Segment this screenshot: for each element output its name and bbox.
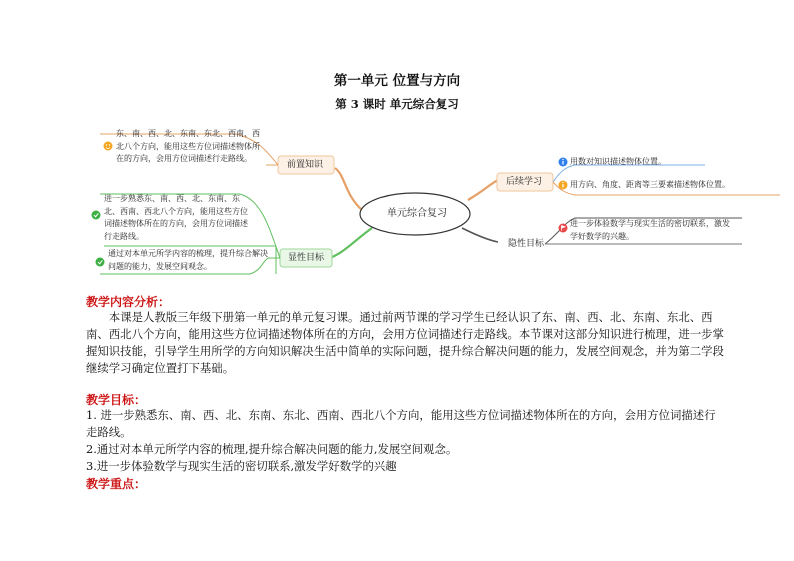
explicit-item-1: 进一步熟悉东、南、西、北、东南、东北、西南、西北八个方向，能用这些方位词描述物体所在的方向，会用方位词描述行走路线。 [104, 194, 248, 241]
label-implicit: 隐性目标 [508, 239, 545, 249]
smiley-icon [104, 142, 113, 151]
analysis-body [86, 309, 726, 377]
follow-item-1: 用数对知识描述物体位置。 [570, 157, 666, 166]
document-title: 第一单元 位置与方向 [333, 73, 461, 89]
connector-explicit [330, 228, 372, 258]
connector-follow [468, 180, 498, 200]
prior-text: 东、南、西、北、东南、东北、西南、西北八个方向，能用这些方位词描述物体所在的方向，会用方位词描述行走路线。 [116, 129, 260, 163]
flag-icon [559, 224, 568, 233]
goal-item-3: 3.进一步体验数学与现实生活的密切联系,激发学好数学的兴趣 [86, 459, 397, 473]
label-follow: 后续学习 [506, 177, 543, 187]
label-explicit: 显性目标 [288, 253, 325, 263]
goals-heading: 教学目标： [86, 393, 147, 407]
explicit-item-2: 通过对本单元所学内容的梳理，提升综合解决问题的能力，发展空间观念。 [108, 249, 268, 271]
analysis-paragraph: 本课是人教版三年级下册第一单元的单元复习课。通过前两节课的学习学生已经认识了东、南、西、北、东南、东北、西南、西北八个方向，能用这些方位词描述物体所在的方向，会用方位词描述行走路线。本节课对这部分知识进行梳理，进一步掌握知识技能，引导学生用所学的方向知识解决生活中简单的实际问题，提升综合解决问题的能力，发展空间观念，并为第二学段继续学习确定位置打下基础。 [86, 310, 724, 375]
goal-item-2: 2.通过对本单元所学内容的梳理,提升综合解决问题的能力,发展空间观念。 [86, 442, 458, 456]
analysis-heading: 教学内容分析： [86, 295, 171, 309]
info-circle-icon [559, 158, 568, 167]
key-heading: 教学重点： [86, 477, 147, 491]
document-subtitle: 第 3 课时 单元综合复习 [335, 97, 459, 111]
label-prior: 前置知识 [287, 160, 324, 170]
check-circle-icon [96, 258, 105, 267]
connector-implicit [462, 228, 498, 242]
goal-item-1: 1. 进一步熟悉东、南、西、北、东南、东北、西南、西北八个方向，能用这些方位词描述物体所在的方向，会用方位词描述行走路线。 [86, 408, 716, 439]
follow-item-2: 用方向、角度、距离等三要素描述物体位置。 [570, 180, 730, 189]
info-circle-icon [559, 181, 568, 190]
connector-prior [335, 168, 362, 210]
center-node-label: 单元综合复习 [387, 208, 447, 219]
implicit-text: 进一步体验数学与现实生活的密切联系，激发学好数学的兴趣。 [570, 219, 730, 241]
check-circle-icon [92, 211, 101, 220]
goals-list [86, 407, 726, 475]
